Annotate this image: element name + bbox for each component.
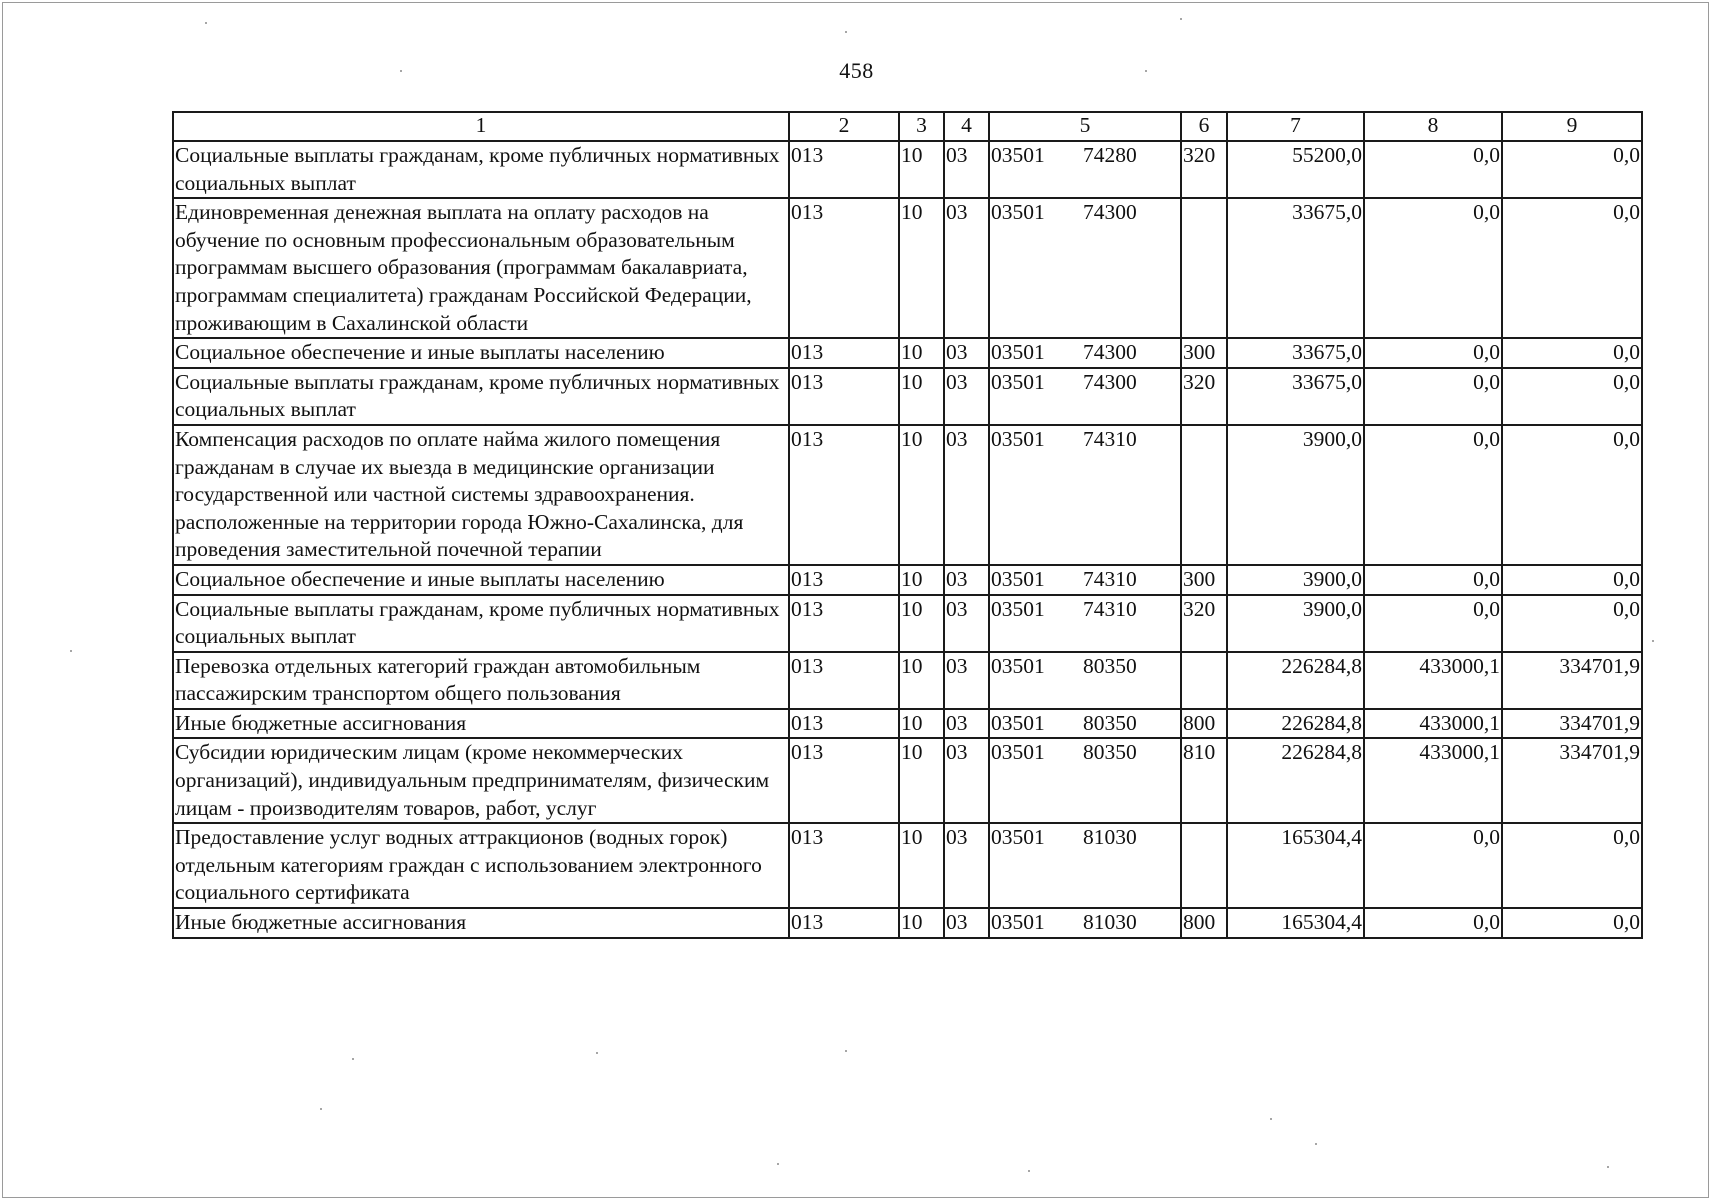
table-row [173, 709, 1642, 739]
subsection-code: 03 [944, 652, 989, 709]
amount-col-7: 33675,0 [1227, 198, 1364, 338]
expense-name: Социальное обеспечение и иные выплаты населению [173, 565, 789, 595]
expense-type-code [1181, 652, 1227, 709]
amount-col-7: 165304,4 [1227, 908, 1364, 938]
expense-type-code: 320 [1181, 368, 1227, 425]
column-header-9: 9 [1502, 112, 1642, 141]
scan-speck [1315, 1143, 1317, 1145]
scan-speck [1145, 70, 1147, 72]
expense-type-code: 800 [1181, 908, 1227, 938]
expense-type-code [1181, 198, 1227, 338]
column-header-5: 5 [989, 112, 1181, 141]
amount-col-8: 0,0 [1364, 595, 1502, 652]
ministry-code: 013 [789, 709, 899, 739]
subsection-code: 03 [944, 823, 989, 908]
program-code: 03501 [991, 426, 1045, 451]
direction-code: 74310 [1083, 566, 1137, 591]
table-row [173, 908, 1642, 938]
expense-name: Социальные выплаты гражданам, кроме публичных нормативных социальных выплат [173, 368, 789, 425]
scan-speck [777, 1163, 779, 1165]
table-header-row [173, 112, 1642, 141]
target-article-code [989, 338, 1181, 368]
amount-col-9: 0,0 [1502, 565, 1642, 595]
expense-name: Перевозка отдельных категорий граждан автомобильным пассажирским транспортом общего пользования [173, 652, 789, 709]
program-code: 03501 [991, 910, 1045, 935]
direction-code: 74310 [1083, 426, 1137, 451]
amount-col-8: 0,0 [1364, 368, 1502, 425]
section-code: 10 [899, 565, 944, 595]
target-article-code [989, 823, 1181, 908]
section-code: 10 [899, 338, 944, 368]
column-header-3: 3 [899, 112, 944, 141]
expense-type-code: 300 [1181, 338, 1227, 368]
subsection-code: 03 [944, 565, 989, 595]
target-article-code [989, 652, 1181, 709]
section-code: 10 [899, 141, 944, 198]
amount-col-9: 0,0 [1502, 198, 1642, 338]
scan-speck [400, 70, 402, 72]
ministry-code: 013 [789, 425, 899, 565]
program-code: 03501 [991, 740, 1045, 765]
expense-name: Компенсация расходов по оплате найма жилого помещения гражданам в случае их выезда в медицинские организации государственной или частной системы здравоохранения. расположенные на территории города Южно-Сахалинска, для проведения заместительной почечной терапии [173, 425, 789, 565]
subsection-code: 03 [944, 738, 989, 823]
column-header-1: 1 [173, 112, 789, 141]
amount-col-9: 0,0 [1502, 368, 1642, 425]
ministry-code: 013 [789, 908, 899, 938]
ministry-code: 013 [789, 338, 899, 368]
ministry-code: 013 [789, 141, 899, 198]
amount-col-9: 0,0 [1502, 908, 1642, 938]
expense-name: Субсидии юридическим лицам (кроме некоммерческих организаций), индивидуальным предпринимателям, физическим лицам - производителям товаров, работ, услуг [173, 738, 789, 823]
table-row [173, 565, 1642, 595]
section-code: 10 [899, 595, 944, 652]
expense-name: Социальные выплаты гражданам, кроме публичных нормативных социальных выплат [173, 595, 789, 652]
amount-col-8: 0,0 [1364, 141, 1502, 198]
section-code: 10 [899, 368, 944, 425]
target-article-code [989, 198, 1181, 338]
section-code: 10 [899, 652, 944, 709]
column-header-4: 4 [944, 112, 989, 141]
table-row [173, 823, 1642, 908]
expense-type-code: 800 [1181, 709, 1227, 739]
amount-col-8: 0,0 [1364, 425, 1502, 565]
amount-col-7: 33675,0 [1227, 338, 1364, 368]
direction-code: 74300 [1083, 369, 1137, 394]
target-article-code [989, 425, 1181, 565]
budget-table [172, 111, 1643, 939]
amount-col-9: 334701,9 [1502, 709, 1642, 739]
table-row [173, 368, 1642, 425]
expense-type-code: 810 [1181, 738, 1227, 823]
target-article-code [989, 368, 1181, 425]
target-article-code [989, 709, 1181, 739]
scan-speck [596, 1052, 598, 1054]
direction-code: 81030 [1083, 825, 1137, 850]
amount-col-9: 334701,9 [1502, 652, 1642, 709]
amount-col-7: 3900,0 [1227, 565, 1364, 595]
column-header-6: 6 [1181, 112, 1227, 141]
expense-type-code: 300 [1181, 565, 1227, 595]
amount-col-7: 226284,8 [1227, 738, 1364, 823]
direction-code: 74310 [1083, 596, 1137, 621]
amount-col-9: 334701,9 [1502, 738, 1642, 823]
ministry-code: 013 [789, 565, 899, 595]
subsection-code: 03 [944, 141, 989, 198]
direction-code: 74300 [1083, 200, 1137, 225]
program-code: 03501 [991, 596, 1045, 621]
column-header-8: 8 [1364, 112, 1502, 141]
amount-col-7: 3900,0 [1227, 595, 1364, 652]
program-code: 03501 [991, 200, 1045, 225]
program-code: 03501 [991, 710, 1045, 735]
amount-col-8: 433000,1 [1364, 738, 1502, 823]
subsection-code: 03 [944, 368, 989, 425]
section-code: 10 [899, 823, 944, 908]
section-code: 10 [899, 908, 944, 938]
section-code: 10 [899, 425, 944, 565]
subsection-code: 03 [944, 425, 989, 565]
expense-name: Социальное обеспечение и иные выплаты населению [173, 338, 789, 368]
expense-name: Социальные выплаты гражданам, кроме публичных нормативных социальных выплат [173, 141, 789, 198]
ministry-code: 013 [789, 823, 899, 908]
scan-speck [352, 1058, 354, 1060]
direction-code: 80350 [1083, 710, 1137, 735]
section-code: 10 [899, 709, 944, 739]
amount-col-7: 226284,8 [1227, 709, 1364, 739]
scan-speck [70, 650, 72, 652]
subsection-code: 03 [944, 709, 989, 739]
amount-col-9: 0,0 [1502, 823, 1642, 908]
column-header-2: 2 [789, 112, 899, 141]
table-row [173, 595, 1642, 652]
program-code: 03501 [991, 369, 1045, 394]
amount-col-9: 0,0 [1502, 595, 1642, 652]
amount-col-9: 0,0 [1502, 425, 1642, 565]
expense-type-code [1181, 425, 1227, 565]
table-row [173, 652, 1642, 709]
scan-speck [1180, 18, 1182, 20]
target-article-code [989, 908, 1181, 938]
scan-speck [320, 1108, 322, 1110]
amount-col-8: 0,0 [1364, 823, 1502, 908]
target-article-code [989, 738, 1181, 823]
amount-col-8: 433000,1 [1364, 652, 1502, 709]
program-code: 03501 [991, 340, 1045, 365]
direction-code: 80350 [1083, 653, 1137, 678]
scan-speck [1607, 1166, 1609, 1168]
amount-col-7: 226284,8 [1227, 652, 1364, 709]
expense-name: Иные бюджетные ассигнования [173, 908, 789, 938]
section-code: 10 [899, 738, 944, 823]
table-row [173, 198, 1642, 338]
direction-code: 74280 [1083, 143, 1137, 167]
page-number: 458 [839, 58, 874, 83]
subsection-code: 03 [944, 908, 989, 938]
amount-col-7: 55200,0 [1227, 141, 1364, 198]
program-code: 03501 [991, 566, 1045, 591]
scan-speck [845, 1050, 847, 1052]
amount-col-8: 0,0 [1364, 908, 1502, 938]
target-article-code [989, 595, 1181, 652]
ministry-code: 013 [789, 198, 899, 338]
amount-col-7: 165304,4 [1227, 823, 1364, 908]
section-code: 10 [899, 198, 944, 338]
scan-speck [1652, 640, 1654, 642]
target-article-code [989, 565, 1181, 595]
table-row [173, 738, 1642, 823]
expense-type-code: 320 [1181, 141, 1227, 198]
program-code: 03501 [991, 143, 1045, 167]
ministry-code: 013 [789, 595, 899, 652]
amount-col-8: 0,0 [1364, 565, 1502, 595]
amount-col-8: 433000,1 [1364, 709, 1502, 739]
ministry-code: 013 [789, 738, 899, 823]
expense-type-code [1181, 823, 1227, 908]
direction-code: 80350 [1083, 740, 1137, 765]
amount-col-9: 0,0 [1502, 141, 1642, 198]
expense-name: Предоставление услуг водных аттракционов (водных горок) отдельным категориям граждан с использованием электронного социального сертификата [173, 823, 789, 908]
amount-col-8: 0,0 [1364, 338, 1502, 368]
subsection-code: 03 [944, 198, 989, 338]
table-row [173, 338, 1642, 368]
scan-speck [1270, 1118, 1272, 1120]
program-code: 03501 [991, 825, 1045, 850]
amount-col-9: 0,0 [1502, 338, 1642, 368]
scan-speck [1028, 1170, 1030, 1172]
program-code: 03501 [991, 653, 1045, 678]
ministry-code: 013 [789, 652, 899, 709]
direction-code: 81030 [1083, 910, 1137, 935]
table-row [173, 425, 1642, 565]
target-article-code [989, 141, 1181, 198]
direction-code: 74300 [1083, 340, 1137, 365]
amount-col-7: 3900,0 [1227, 425, 1364, 565]
expense-name: Единовременная денежная выплата на оплату расходов на обучение по основным профессиональным образовательным программам высшего образования (программам бакалавриата, программам специалитета) гражданам Российской Федерации, проживающим в Сахалинской области [173, 198, 789, 338]
table-row [173, 141, 1642, 198]
column-header-7: 7 [1227, 112, 1364, 141]
subsection-code: 03 [944, 595, 989, 652]
expense-type-code: 320 [1181, 595, 1227, 652]
amount-col-7: 33675,0 [1227, 368, 1364, 425]
expense-name: Иные бюджетные ассигнования [173, 709, 789, 739]
scan-speck [845, 31, 847, 33]
amount-col-8: 0,0 [1364, 198, 1502, 338]
scan-speck [205, 22, 207, 24]
subsection-code: 03 [944, 338, 989, 368]
ministry-code: 013 [789, 368, 899, 425]
